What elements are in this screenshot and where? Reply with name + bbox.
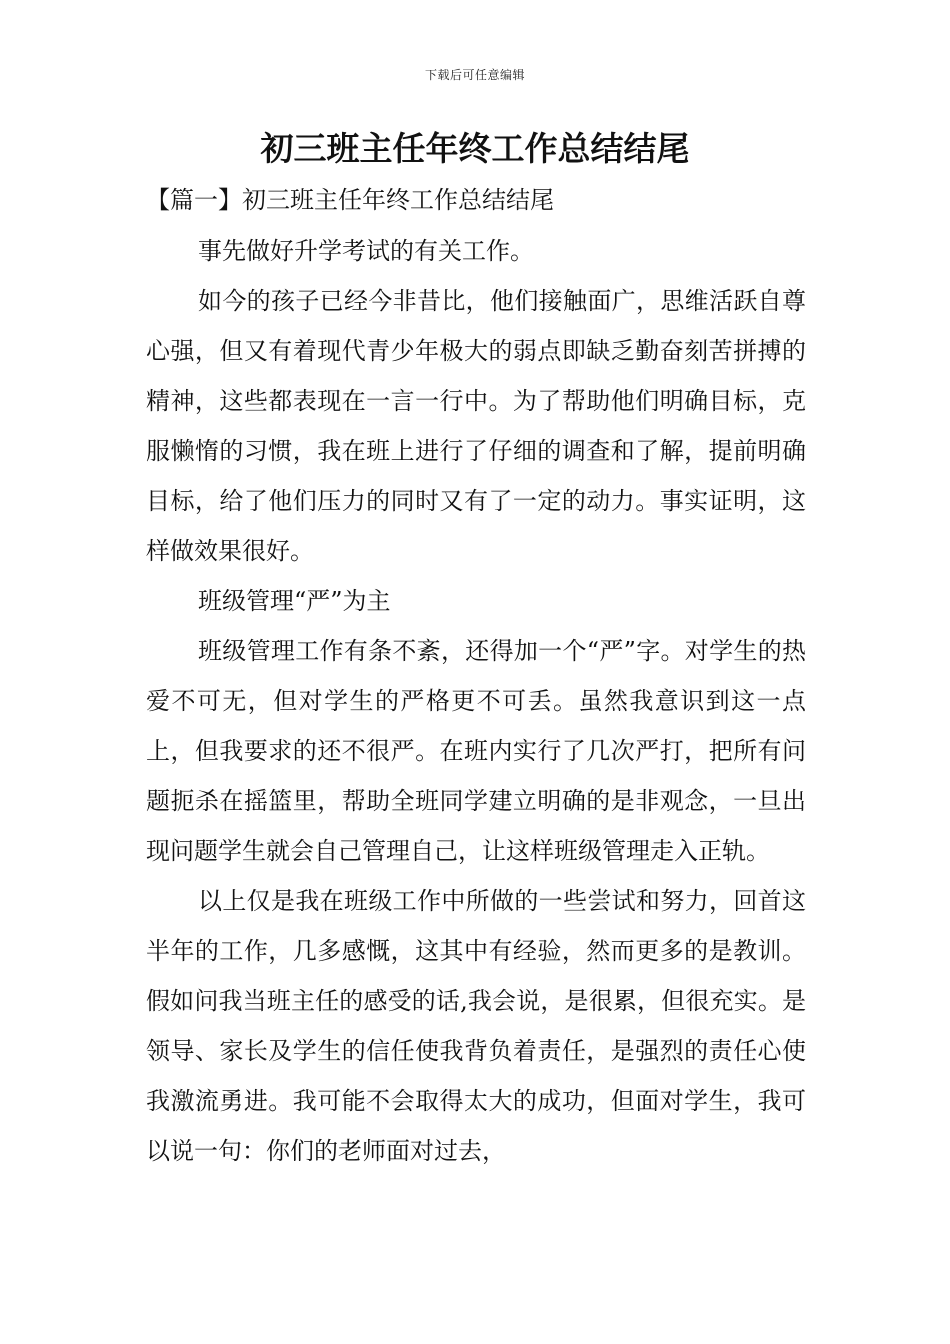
paragraph-3-heading: 班级管理“严”为主 [198,587,391,615]
document-body [146,226,806,1176]
document-title: 初三班主任年终工作总结结尾 [260,129,690,168]
paragraph-5: 以上仅是我在班级工作中所做的一些尝试和努力，回首这半年的工作，几多感慨，这其中有经验，然而更多的是教训。假如问我当班主任的感受的话,我会说，是很累，但很充实。是领导、家长及学生的信任使我背负着责任，是强烈的责任心使我激流勇进。我可能不会取得太大的成功，但面对学生，我可以说一句：你们的老师面对过去， [146,887,806,1165]
paragraph-2: 如今的孩子已经今非昔比，他们接触面广，思维活跃自尊心强，但又有着现代青少年极大的弱点即缺乏勤奋刻苦拼搏的精神，这些都表现在一言一行中。为了帮助他们明确目标，克服懒惰的习惯，我在班上进行了仔细的调查和了解，提前明确目标，给了他们压力的同时又有了一定的动力。事实证明，这样做效果很好。 [146,287,806,565]
paragraph-4: 班级管理工作有条不紊，还得加一个“严”字。对学生的热爱不可无，但对学生的严格更不可丢。虽然我意识到这一点上，但我要求的还不很严。在班内实行了几次严打，把所有问题扼杀在摇篮里，帮助全班同学建立明确的是非观念，一旦出现问题学生就会自己管理自己，让这样班级管理走入正轨。 [146,637,806,865]
section-heading: 【篇一】初三班主任年终工作总结结尾 [146,186,554,214]
paragraph-1: 事先做好升学考试的有关工作。 [198,237,534,265]
header-note: 下载后可任意编辑 [424,68,525,82]
